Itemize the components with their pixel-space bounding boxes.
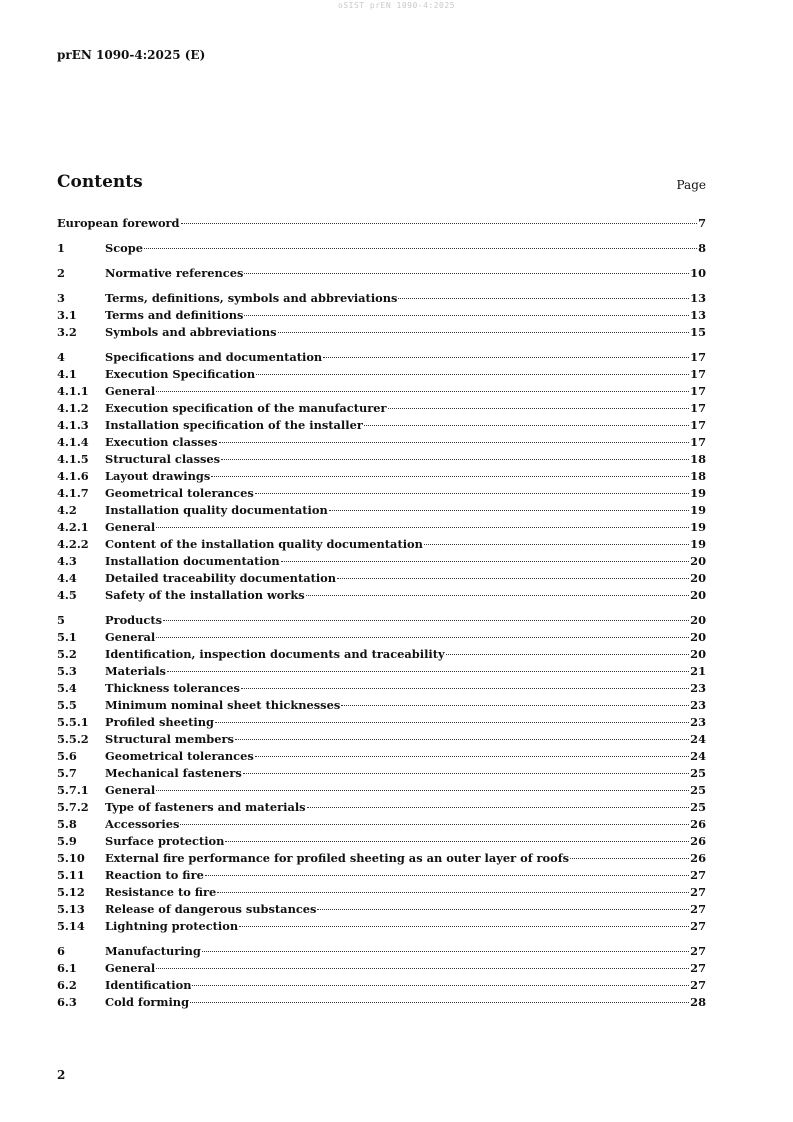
toc-entry[interactable] [57, 850, 706, 867]
toc-entry-page: 20 [690, 647, 706, 661]
toc-entry[interactable] [57, 570, 706, 587]
toc-entry[interactable] [57, 884, 706, 901]
toc-leader-dots [156, 968, 689, 969]
toc-leader-dots [323, 357, 689, 358]
toc-entry-title: Profiled sheeting [105, 715, 214, 729]
toc-leader-dots [221, 459, 689, 460]
toc-entry[interactable] [57, 366, 706, 383]
toc-entry[interactable] [57, 265, 706, 282]
document-identifier: prEN 1090-4:2025 (E) [57, 48, 206, 62]
toc-entry-page: 21 [690, 664, 706, 678]
toc-entry-title: Lightning protection [105, 919, 239, 933]
toc-entry-number: 6.3 [57, 995, 77, 1009]
toc-entry-title: Scope [105, 241, 143, 255]
toc-entry-number: 3 [57, 291, 65, 305]
toc-leader-dots [364, 425, 689, 426]
toc-entry-title: General [105, 520, 156, 534]
toc-entry[interactable] [57, 417, 706, 434]
toc-entry-number: 5.7.2 [57, 800, 89, 814]
toc-entry-title: Release of dangerous substances [105, 902, 317, 916]
toc-entry-page: 26 [690, 834, 706, 848]
toc-entry-number: 4 [57, 350, 65, 364]
toc-entry-number: 5.9 [57, 834, 77, 848]
toc-leader-dots [156, 637, 689, 638]
toc-leader-dots [398, 298, 689, 299]
toc-entry-title: European foreword [57, 216, 180, 230]
toc-entry[interactable] [57, 731, 706, 748]
toc-entry-title: Geometrical tolerances [105, 749, 254, 763]
toc-entry-page: 19 [690, 486, 706, 500]
toc-entry-page: 24 [690, 749, 706, 763]
toc-entry[interactable] [57, 536, 706, 553]
toc-entry-title: Layout drawings [105, 469, 211, 483]
toc-leader-dots [424, 544, 689, 545]
toc-entry-number: 6 [57, 944, 65, 958]
toc-entry-title: Content of the installation quality documentation [105, 537, 423, 551]
toc-entry-number: 5.4 [57, 681, 77, 695]
toc-entry[interactable] [57, 663, 706, 680]
toc-entry[interactable] [57, 680, 706, 697]
toc-entry[interactable] [57, 400, 706, 417]
toc-entry-title: Identification, inspection documents and traceability [105, 647, 445, 661]
toc-entry-number: 1 [57, 241, 65, 255]
toc-entry-number: 4.1.1 [57, 384, 89, 398]
toc-entry-number: 5.10 [57, 851, 85, 865]
toc-entry-title: Resistance to fire [105, 885, 217, 899]
toc-entry[interactable] [57, 349, 706, 366]
toc-leader-dots [341, 705, 689, 706]
toc-entry-page: 23 [690, 681, 706, 695]
toc-entry-title: Normative references [105, 266, 244, 280]
toc-entry-title: Specifications and documentation [105, 350, 323, 364]
toc-entry-page: 13 [690, 308, 706, 322]
toc-entry[interactable] [57, 290, 706, 307]
toc-leader-dots [446, 654, 690, 655]
toc-leader-dots [180, 824, 689, 825]
toc-entry[interactable] [57, 994, 706, 1011]
toc-entry[interactable] [57, 434, 706, 451]
toc-leader-dots [205, 875, 689, 876]
toc-entry-number: 5.1 [57, 630, 77, 644]
toc-entry-page: 17 [690, 367, 706, 381]
toc-entry-page: 17 [690, 435, 706, 449]
toc-entry-number: 4.1.5 [57, 452, 89, 466]
toc-leader-dots [192, 985, 689, 986]
toc-entry[interactable] [57, 587, 706, 604]
toc-entry-title: Reaction to fire [105, 868, 204, 882]
toc-entry-number: 5.3 [57, 664, 77, 678]
toc-entry-number: 5.5 [57, 698, 77, 712]
toc-entry[interactable] [57, 629, 706, 646]
toc-entry-page: 17 [690, 401, 706, 415]
toc-entry-title: Terms and definitions [105, 308, 244, 322]
toc-entry[interactable] [57, 782, 706, 799]
toc-entry[interactable] [57, 240, 706, 257]
toc-leader-dots [329, 510, 689, 511]
toc-entry[interactable] [57, 748, 706, 765]
toc-entry[interactable] [57, 799, 706, 816]
toc-entry[interactable] [57, 502, 706, 519]
toc-entry-number: 6.2 [57, 978, 77, 992]
toc-entry-title: General [105, 783, 156, 797]
toc-entry-title: Materials [105, 664, 166, 678]
toc-entry-title: General [105, 961, 156, 975]
toc-entry[interactable] [57, 485, 706, 502]
toc-entry-page: 27 [690, 868, 706, 882]
toc-entry-number: 4.1.6 [57, 469, 89, 483]
toc-entry-number: 2 [57, 266, 65, 280]
table-of-contents [57, 215, 706, 1011]
toc-entry[interactable] [57, 383, 706, 400]
toc-leader-dots [235, 739, 689, 740]
toc-entry-page: 27 [690, 978, 706, 992]
toc-entry-page: 20 [690, 613, 706, 627]
toc-entry-title: Geometrical tolerances [105, 486, 254, 500]
toc-entry-number: 4.1.7 [57, 486, 89, 500]
toc-entry-page: 26 [690, 817, 706, 831]
toc-leader-dots [255, 493, 689, 494]
toc-entry[interactable] [57, 943, 706, 960]
toc-entry[interactable] [57, 960, 706, 977]
toc-entry-number: 5.6 [57, 749, 77, 763]
toc-entry-number: 5.7 [57, 766, 77, 780]
toc-entry[interactable] [57, 697, 706, 714]
toc-entry-page: 27 [690, 944, 706, 958]
toc-entry-number: 4.1.2 [57, 401, 89, 415]
toc-entry-title: Structural members [105, 732, 234, 746]
toc-leader-dots [256, 374, 689, 375]
toc-entry-page: 8 [698, 241, 706, 255]
toc-entry-page: 25 [690, 766, 706, 780]
toc-entry-title: General [105, 384, 156, 398]
toc-entry-page: 27 [690, 885, 706, 899]
toc-entry-page: 20 [690, 588, 706, 602]
toc-entry[interactable] [57, 833, 706, 850]
toc-entry-page: 23 [690, 715, 706, 729]
toc-entry-title: Thickness tolerances [105, 681, 240, 695]
toc-leader-dots [215, 722, 689, 723]
toc-entry-title: Cold forming [105, 995, 190, 1009]
toc-entry-number: 5.5.1 [57, 715, 89, 729]
toc-entry[interactable] [57, 765, 706, 782]
toc-leader-dots [217, 892, 689, 893]
toc-entry-number: 5.14 [57, 919, 85, 933]
toc-entry-number: 5.7.1 [57, 783, 89, 797]
toc-leader-dots [244, 273, 689, 274]
toc-entry[interactable] [57, 918, 706, 935]
toc-entry[interactable] [57, 901, 706, 918]
toc-leader-dots [239, 926, 689, 927]
toc-entry-title: Identification [105, 978, 192, 992]
toc-entry[interactable] [57, 977, 706, 994]
toc-entry[interactable] [57, 612, 706, 629]
toc-entry-number: 5.12 [57, 885, 85, 899]
toc-entry-title: Symbols and abbreviations [105, 325, 277, 339]
toc-leader-dots [243, 773, 689, 774]
toc-entry-title: Installation specification of the installer [105, 418, 363, 432]
toc-leader-dots [225, 841, 689, 842]
toc-leader-dots [388, 408, 690, 409]
toc-entry-page: 17 [690, 418, 706, 432]
toc-entry[interactable] [57, 646, 706, 663]
toc-leader-dots [570, 858, 689, 859]
toc-entry-number: 4.1 [57, 367, 77, 381]
toc-entry-number: 5 [57, 613, 65, 627]
toc-entry[interactable] [57, 867, 706, 884]
contents-heading: Contents [57, 172, 143, 192]
toc-entry-title: Terms, definitions, symbols and abbreviations [105, 291, 398, 305]
toc-entry-number: 5.2 [57, 647, 77, 661]
toc-entry-title: Minimum nominal sheet thicknesses [105, 698, 341, 712]
page-column-label: Page [676, 178, 706, 192]
toc-leader-dots [211, 476, 689, 477]
toc-entry-number: 5.13 [57, 902, 85, 916]
toc-entry-number: 5.8 [57, 817, 77, 831]
toc-entry-page: 13 [690, 291, 706, 305]
toc-leader-dots [181, 223, 698, 224]
toc-leader-dots [163, 620, 689, 621]
toc-entry-page: 25 [690, 783, 706, 797]
toc-entry-title: Structural classes [105, 452, 221, 466]
toc-entry-number: 4.2.1 [57, 520, 89, 534]
toc-entry-number: 5.5.2 [57, 732, 89, 746]
toc-leader-dots [241, 688, 689, 689]
toc-entry-page: 10 [690, 266, 706, 280]
toc-entry-title: General [105, 630, 156, 644]
toc-leader-dots [202, 951, 689, 952]
toc-entry-page: 19 [690, 520, 706, 534]
toc-entry-page: 18 [690, 469, 706, 483]
toc-leader-dots [190, 1002, 689, 1003]
toc-entry-title: Surface protection [105, 834, 225, 848]
toc-entry-title: Execution specification of the manufacturer [105, 401, 387, 415]
toc-entry-page: 18 [690, 452, 706, 466]
toc-entry[interactable] [57, 451, 706, 468]
toc-entry[interactable] [57, 816, 706, 833]
toc-leader-dots [167, 671, 689, 672]
toc-entry-number: 5.11 [57, 868, 85, 882]
toc-entry-page: 25 [690, 800, 706, 814]
toc-entry-page: 19 [690, 537, 706, 551]
toc-entry-title: Products [105, 613, 163, 627]
toc-entry-title: Manufacturing [105, 944, 201, 958]
page-number: 2 [57, 1068, 66, 1082]
toc-entry-number: 6.1 [57, 961, 77, 975]
toc-leader-dots [144, 248, 697, 249]
toc-entry-page: 19 [690, 503, 706, 517]
toc-entry[interactable] [57, 307, 706, 324]
toc-entry-page: 15 [690, 325, 706, 339]
toc-entry[interactable] [57, 468, 706, 485]
toc-entry-number: 4.4 [57, 571, 77, 585]
toc-entry-number: 3.2 [57, 325, 77, 339]
toc-leader-dots [278, 332, 690, 333]
toc-leader-dots [156, 527, 689, 528]
toc-leader-dots [337, 578, 689, 579]
toc-entry-page: 7 [698, 216, 706, 230]
toc-entry-title: External fire performance for profiled sheeting as an outer layer of roofs [105, 851, 570, 865]
toc-entry-page: 20 [690, 554, 706, 568]
toc-leader-dots [219, 442, 690, 443]
toc-entry-page: 23 [690, 698, 706, 712]
toc-entry-number: 4.5 [57, 588, 77, 602]
toc-entry-page: 27 [690, 902, 706, 916]
toc-leader-dots [156, 790, 689, 791]
toc-entry[interactable] [57, 714, 706, 731]
toc-entry-title: Accessories [105, 817, 180, 831]
toc-leader-dots [306, 595, 689, 596]
toc-entry-number: 4.2.2 [57, 537, 89, 551]
toc-entry-number: 4.1.3 [57, 418, 89, 432]
toc-entry-title: Installation quality documentation [105, 503, 328, 517]
toc-entry[interactable] [57, 553, 706, 570]
toc-leader-dots [244, 315, 689, 316]
toc-entry[interactable] [57, 324, 706, 341]
toc-entry-page: 20 [690, 571, 706, 585]
toc-leader-dots [317, 909, 689, 910]
toc-leader-dots [281, 561, 690, 562]
toc-entry-number: 3.1 [57, 308, 77, 322]
toc-entry-page: 27 [690, 961, 706, 975]
toc-entry-title: Detailed traceability documentation [105, 571, 337, 585]
toc-entry-page: 27 [690, 919, 706, 933]
toc-entry-number: 4.1.4 [57, 435, 89, 449]
toc-entry-number: 4.3 [57, 554, 77, 568]
toc-entry-page: 24 [690, 732, 706, 746]
toc-leader-dots [255, 756, 689, 757]
toc-entry-page: 28 [690, 995, 706, 1009]
toc-entry-title: Installation documentation [105, 554, 280, 568]
watermark: oSIST prEN 1090-4:2025 [338, 1, 455, 10]
toc-entry-page: 17 [690, 350, 706, 364]
toc-entry-title: Mechanical fasteners [105, 766, 242, 780]
toc-leader-dots [307, 807, 690, 808]
toc-entry[interactable] [57, 519, 706, 536]
toc-leader-dots [156, 391, 689, 392]
toc-entry-page: 26 [690, 851, 706, 865]
toc-entry-page: 20 [690, 630, 706, 644]
toc-entry-page: 17 [690, 384, 706, 398]
toc-entry-title: Type of fasteners and materials [105, 800, 306, 814]
toc-entry-number: 4.2 [57, 503, 77, 517]
toc-entry-title: Safety of the installation works [105, 588, 305, 602]
toc-entry-title: Execution classes [105, 435, 218, 449]
toc-entry-title: Execution Specification [105, 367, 256, 381]
toc-entry[interactable] [57, 215, 706, 232]
